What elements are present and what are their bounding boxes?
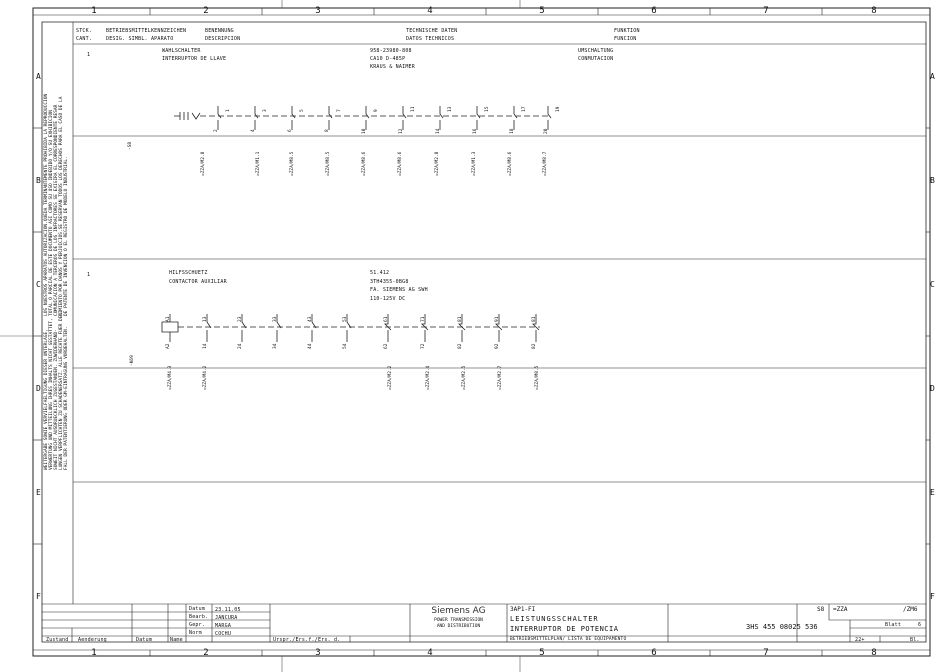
cross-reference: =ZZA/M2.8 [435, 151, 440, 176]
cross-reference: =ZZA/M2.5 [462, 365, 467, 390]
note-line: COMUNICACION A TERCEROS DE LOS INFRACTORES SE EXIGIRA EL CORRESPONDIENTE RESAR [54, 104, 59, 316]
cross-reference: =ZZA/M8.5 [326, 151, 331, 176]
item-data: 110-125V DC [370, 296, 406, 302]
project-id: 3AP1-FI [510, 606, 536, 613]
row-label: C [930, 280, 935, 289]
company-sub: AND DISTRIBUTION [436, 624, 481, 629]
drawing-title: LEISTUNGSSCHALTER [510, 615, 599, 623]
item-name: WAHLSCHALTER [162, 48, 201, 54]
contactor-symbol [160, 312, 560, 346]
header-benennung: BENENNUNG [205, 28, 234, 34]
col-label: 7 [763, 648, 769, 658]
contact-number: 1 [226, 109, 231, 112]
contact-number: 72 [421, 343, 426, 349]
contact-number: 20 [544, 128, 549, 134]
note-line: FALL DER PATENTIERUNG ODER GM-EINTRAGUNG VORBEHALTEN. [64, 326, 69, 470]
contact-number: 19 [556, 106, 561, 112]
contact-number: 6 [288, 129, 293, 132]
col-label: 4 [427, 648, 433, 658]
row-label: D [36, 384, 41, 393]
contact-number: 33 [273, 316, 278, 322]
aenderung-label: Aenderung [78, 637, 107, 643]
header-cant: CANT. [76, 36, 93, 42]
plant-code: =ZZA [833, 606, 848, 613]
row-label: A [930, 72, 935, 81]
row-label: C [36, 280, 41, 289]
cross-reference: =ZZA/M8.5 [290, 151, 295, 176]
company-name: Siemens AG [431, 606, 486, 616]
cross-reference: =ZZA/M8.6 [362, 151, 367, 176]
gepr-value: MARGA [215, 623, 232, 629]
contact-number: 18 [510, 128, 515, 134]
zustand-label: Zustand [46, 637, 69, 643]
urspr-label: Urspr./Ers.f./Ers. d. [273, 637, 341, 643]
col-label: 3 [315, 6, 321, 16]
contact-number: 82 [458, 343, 463, 349]
bl-label: Bl. [910, 637, 920, 643]
contact-number: 3 [263, 109, 268, 112]
norm-label: Norm [189, 630, 202, 636]
item-data: CA10 D-485P [370, 56, 406, 62]
note-line: WEITERGABE SOWIE VERVIELFAELTIGUNG DIESER UNTERLAGE, [44, 329, 49, 470]
item-data: 958-23980-808 [370, 48, 412, 54]
item-function: UMSCHALTUNG [578, 48, 614, 54]
contact-number: 2 [214, 129, 219, 132]
contact-number: 91 [495, 316, 500, 322]
row-label: D [930, 384, 935, 393]
bl-value: 22+ [855, 637, 865, 643]
header-bmk: BETRIEBSMITTELKENNZEICHEN [106, 28, 187, 34]
note-line: LOS NUESTROS APARATOS AUTORIZACION.QUEDA TERMINANTEMENTE PROHIBIDA LA REPRODUCCION [44, 93, 49, 316]
contact-number: 23 [238, 316, 243, 322]
row-label: F [930, 592, 935, 601]
col-label: 5 [539, 6, 545, 16]
contact-number: 7 [337, 109, 342, 112]
item-qty: 1 [87, 272, 91, 278]
row-label: B [36, 176, 41, 185]
col-label: 1 [91, 648, 97, 658]
header-tech: TECHNISCHE DATEN [406, 28, 458, 34]
note-line: CIMIENTO POR DANOS Y PERJUICIOS.SE RESERVAN TODOS LOS DERECHOS PARA EL CASO DE LA [59, 96, 64, 316]
drawing-title-es: INTERRUPTOR DE POTENCIA [510, 625, 619, 633]
location-code: /ZM6 [903, 606, 918, 613]
item-data: 51.412 [370, 270, 390, 276]
header-descripcion: DESCRIPCION [205, 36, 241, 42]
col-label: 3 [315, 648, 321, 658]
header-funcion: FUNCION [614, 36, 637, 42]
contact-number: 34 [273, 343, 278, 349]
cross-reference: =ZZA/M2.2 [388, 365, 393, 390]
contact-number: 5 [300, 109, 305, 112]
contact-number: 14 [203, 343, 208, 349]
note-line: VERWERTUNG UND MITTEILUNG IHRES INHALTS NICHT GESTATTET, [49, 318, 54, 470]
header-funktion: FUNKTION [614, 28, 640, 34]
col-label: 7 [763, 6, 769, 16]
contact-number: 53 [343, 316, 348, 322]
contact-number: 92 [495, 343, 500, 349]
contact-number: 13 [448, 106, 453, 112]
col-label: 8 [871, 6, 877, 16]
col-label: 1 [91, 6, 97, 16]
blatt-value: 6 [918, 622, 922, 628]
cross-reference: =ZZA/M1.3 [472, 151, 477, 176]
contact-number: 81 [532, 316, 537, 322]
cross-reference: =ZZA/M2.7 [498, 365, 503, 390]
list-title: BETRIEBSMITTELPLAN/ LISTA DE EQUIPAMENTO [510, 637, 627, 642]
datum-col-label: Datum [136, 637, 153, 643]
cross-reference: =ZZA/M8.7 [543, 151, 548, 176]
contact-number: 4 [251, 129, 256, 132]
cross-reference: =ZZA/M8.5 [535, 365, 540, 390]
contact-number: 13 [203, 316, 208, 322]
item-data: KRAUS & NAIMER [370, 64, 415, 70]
sheet-group: S8 [817, 606, 825, 613]
contact-number: 54 [343, 343, 348, 349]
item-name: HILFSSCHUETZ [169, 270, 208, 276]
header-bmk-es: DESIG. SIMBL. APARATO [106, 36, 174, 42]
contact-number: 10 [362, 128, 367, 134]
cross-reference: =ZZA/M8.6 [508, 151, 513, 176]
contact-number: A2 [166, 343, 171, 349]
name-col-label: Name [170, 637, 183, 643]
contact-number: 8 [325, 129, 330, 132]
item-data: 3TH4355-0BG8 [370, 279, 409, 285]
row-label: E [36, 488, 41, 497]
col-label: 2 [203, 6, 209, 16]
contact-number: 62 [384, 343, 389, 349]
header-tech-es: DATOS TECHNICOS [406, 36, 455, 42]
device-tag: -K69 [130, 355, 135, 366]
contact-number: 44 [308, 343, 313, 349]
contact-number: 61 [384, 316, 389, 322]
bearb-value: JANCURA [215, 615, 238, 621]
datum-value: 23.11.05 [215, 607, 241, 613]
contact-number: 12 [399, 128, 404, 134]
item-function-es: CONMUTACION [578, 56, 614, 62]
cross-reference: =ZZA/M4.3 [168, 365, 173, 390]
contact-number: 15 [485, 106, 490, 112]
contact-number: 81 [458, 316, 463, 322]
row-label: B [930, 176, 935, 185]
contact-number: 43 [308, 316, 313, 322]
contact-number: A1 [166, 316, 171, 322]
note-line: LUNGEN VERPFLICHTEN ZU SCHADENERSATZ. ALLE RECHTE FUER DEN [59, 312, 64, 470]
contact-number: 14 [436, 128, 441, 134]
row-label: F [36, 592, 41, 601]
header-stck: STCK. [76, 28, 93, 34]
gepr-label: Gepr. [189, 622, 206, 628]
company-sub: POWER TRANSMISSION [434, 618, 483, 623]
contact-number: 71 [421, 316, 426, 322]
drawing-number: 3HS 455 08025 536 [746, 623, 818, 631]
contact-number: 24 [238, 343, 243, 349]
bearb-label: Bearb. [189, 614, 209, 620]
col-label: 6 [651, 6, 657, 16]
item-qty: 1 [87, 52, 91, 58]
note-line: SOWEIT NICHT AUSDRUECKLICH ZUGESTANDEN. ZUWIDERHAND- [54, 329, 59, 470]
item-data: FA. SIEMENS AG SWH [370, 287, 428, 293]
device-tag: -S8 [128, 141, 133, 150]
col-label: 2 [203, 648, 209, 658]
contact-number: 17 [522, 106, 527, 112]
cross-reference: =ZZA/M4.2 [203, 365, 208, 390]
cross-reference: =ZZA/M2.4 [426, 365, 431, 390]
cross-reference: =ZZA/M1.1 [256, 151, 261, 176]
item-name-es: CONTACTOR AUXILIAR [169, 279, 227, 285]
contact-number: 9 [374, 109, 379, 112]
note-line: DE PATENTE DE INVENCION O EL REGISTRO DE MODELO INDUSTRIAL. [64, 156, 69, 316]
datum-label: Datum [189, 606, 206, 612]
cross-reference: =ZZA/M8.6 [398, 151, 403, 176]
cross-reference: =ZZA/M2.8 [201, 151, 206, 176]
col-label: 5 [539, 648, 545, 658]
item-name-es: INTERRUPTOR DE LLAVE [162, 56, 227, 62]
note-line: TOTAL O PARCIAL DE ESTE DOCUMENTO ASI COMO SU USO INDEBIDO Y/O SU EXHIBICION [49, 110, 54, 316]
row-label: E [930, 488, 935, 497]
contact-number: 11 [411, 106, 416, 112]
contact-number: 82 [532, 343, 537, 349]
col-label: 6 [651, 648, 657, 658]
row-label: A [36, 72, 41, 81]
contact-number: 16 [473, 128, 478, 134]
col-label: 4 [427, 6, 433, 16]
col-label: 8 [871, 648, 877, 658]
norm-value: COCHU [215, 631, 232, 637]
blatt-label: Blatt [885, 622, 902, 628]
